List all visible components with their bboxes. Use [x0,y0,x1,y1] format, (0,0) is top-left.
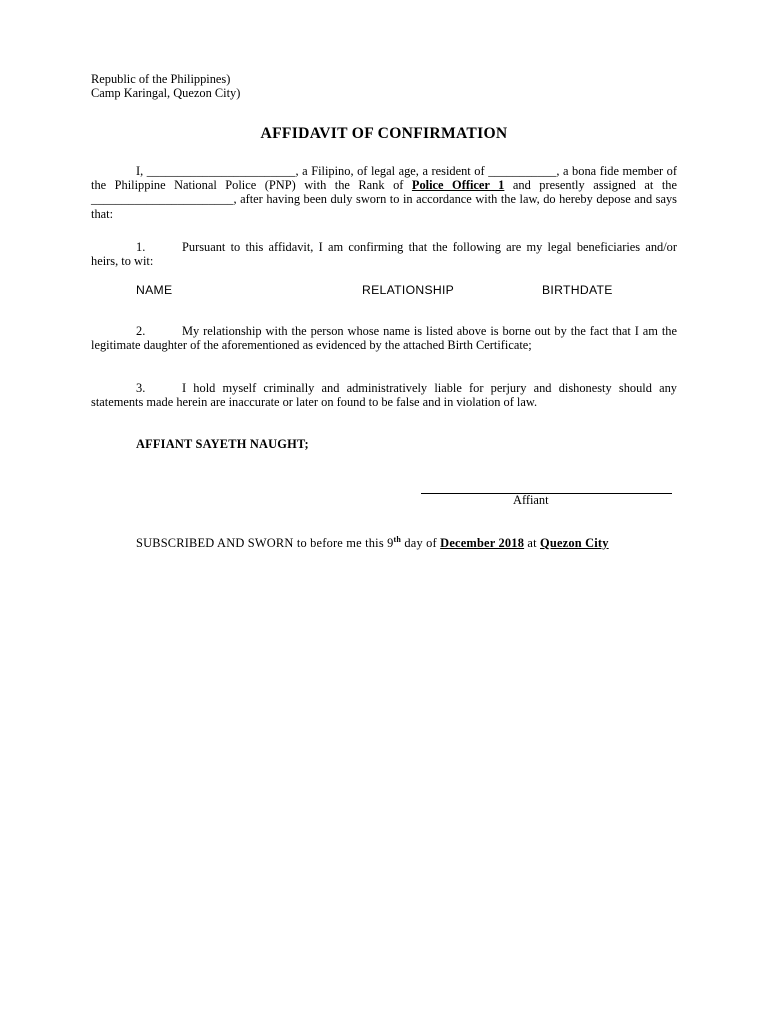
jurat-text-2: day of [401,536,441,550]
signature-label: Affiant [513,493,549,507]
item-text: I hold myself criminally and administratively liable for perjury and dishonesty should any statements made herein are inaccurate or later on found to be false and in violation of law. [91,381,677,410]
item-2 [91,324,677,352]
jurat-text-3: at [524,536,541,550]
column-birthdate: BIRTHDATE [542,283,613,297]
document-header [91,72,391,100]
intro-text-3: , a bona fide member of the Philippine National Police (PNP) with the Rank of [91,164,677,193]
intro-paragraph [91,164,677,221]
blank-affiant-name: ________________________ [146,164,296,178]
jurat-place: Quezon City [540,536,609,550]
column-relationship: RELATIONSHIP [362,283,455,297]
item-number: 3. [136,381,146,395]
intro-text-5: , after having been duly sworn to in accordance with the law, do hereby depose and says that: [91,192,677,221]
column-name: NAME [136,283,173,297]
item-number: 1. [136,240,146,254]
item-text: My relationship with the person whose name is listed above is borne out by the fact that I am the legitimate daughter of the aforementioned as evidenced by the attached Birth Certificate; [91,324,677,353]
document-title: AFFIDAVIT OF CONFIRMATION [260,125,508,142]
intro-text-1: I, [136,164,147,178]
blank-residence: ___________ [488,164,557,178]
blank-assignment: _______________________ [91,192,234,207]
header-line-location: Camp Karingal, Quezon City) [91,86,241,101]
item-1 [91,240,677,268]
item-3 [91,381,677,409]
rank-value: Police Officer 1 [411,178,505,193]
header-line-republic: Republic of the Philippines) [91,72,231,86]
day-suffix: th [393,535,402,544]
intro-text-2: , a Filipino, of legal age, a resident of [295,164,489,178]
item-text: Pursuant to this affidavit, I am confirming that the following are my legal beneficiaries and/or heirs, to wit: [91,240,677,269]
item-number: 2. [136,324,146,338]
jurat-month-year: December 2018 [440,536,525,550]
intro-text-4: and presently assigned at the [504,178,677,193]
affiant-sayeth-naught: AFFIANT SAYETH NAUGHT; [136,437,309,451]
jurat-text-1: SUBSCRIBED AND SWORN to before me this 9 [136,536,394,550]
jurat-paragraph [91,536,677,550]
